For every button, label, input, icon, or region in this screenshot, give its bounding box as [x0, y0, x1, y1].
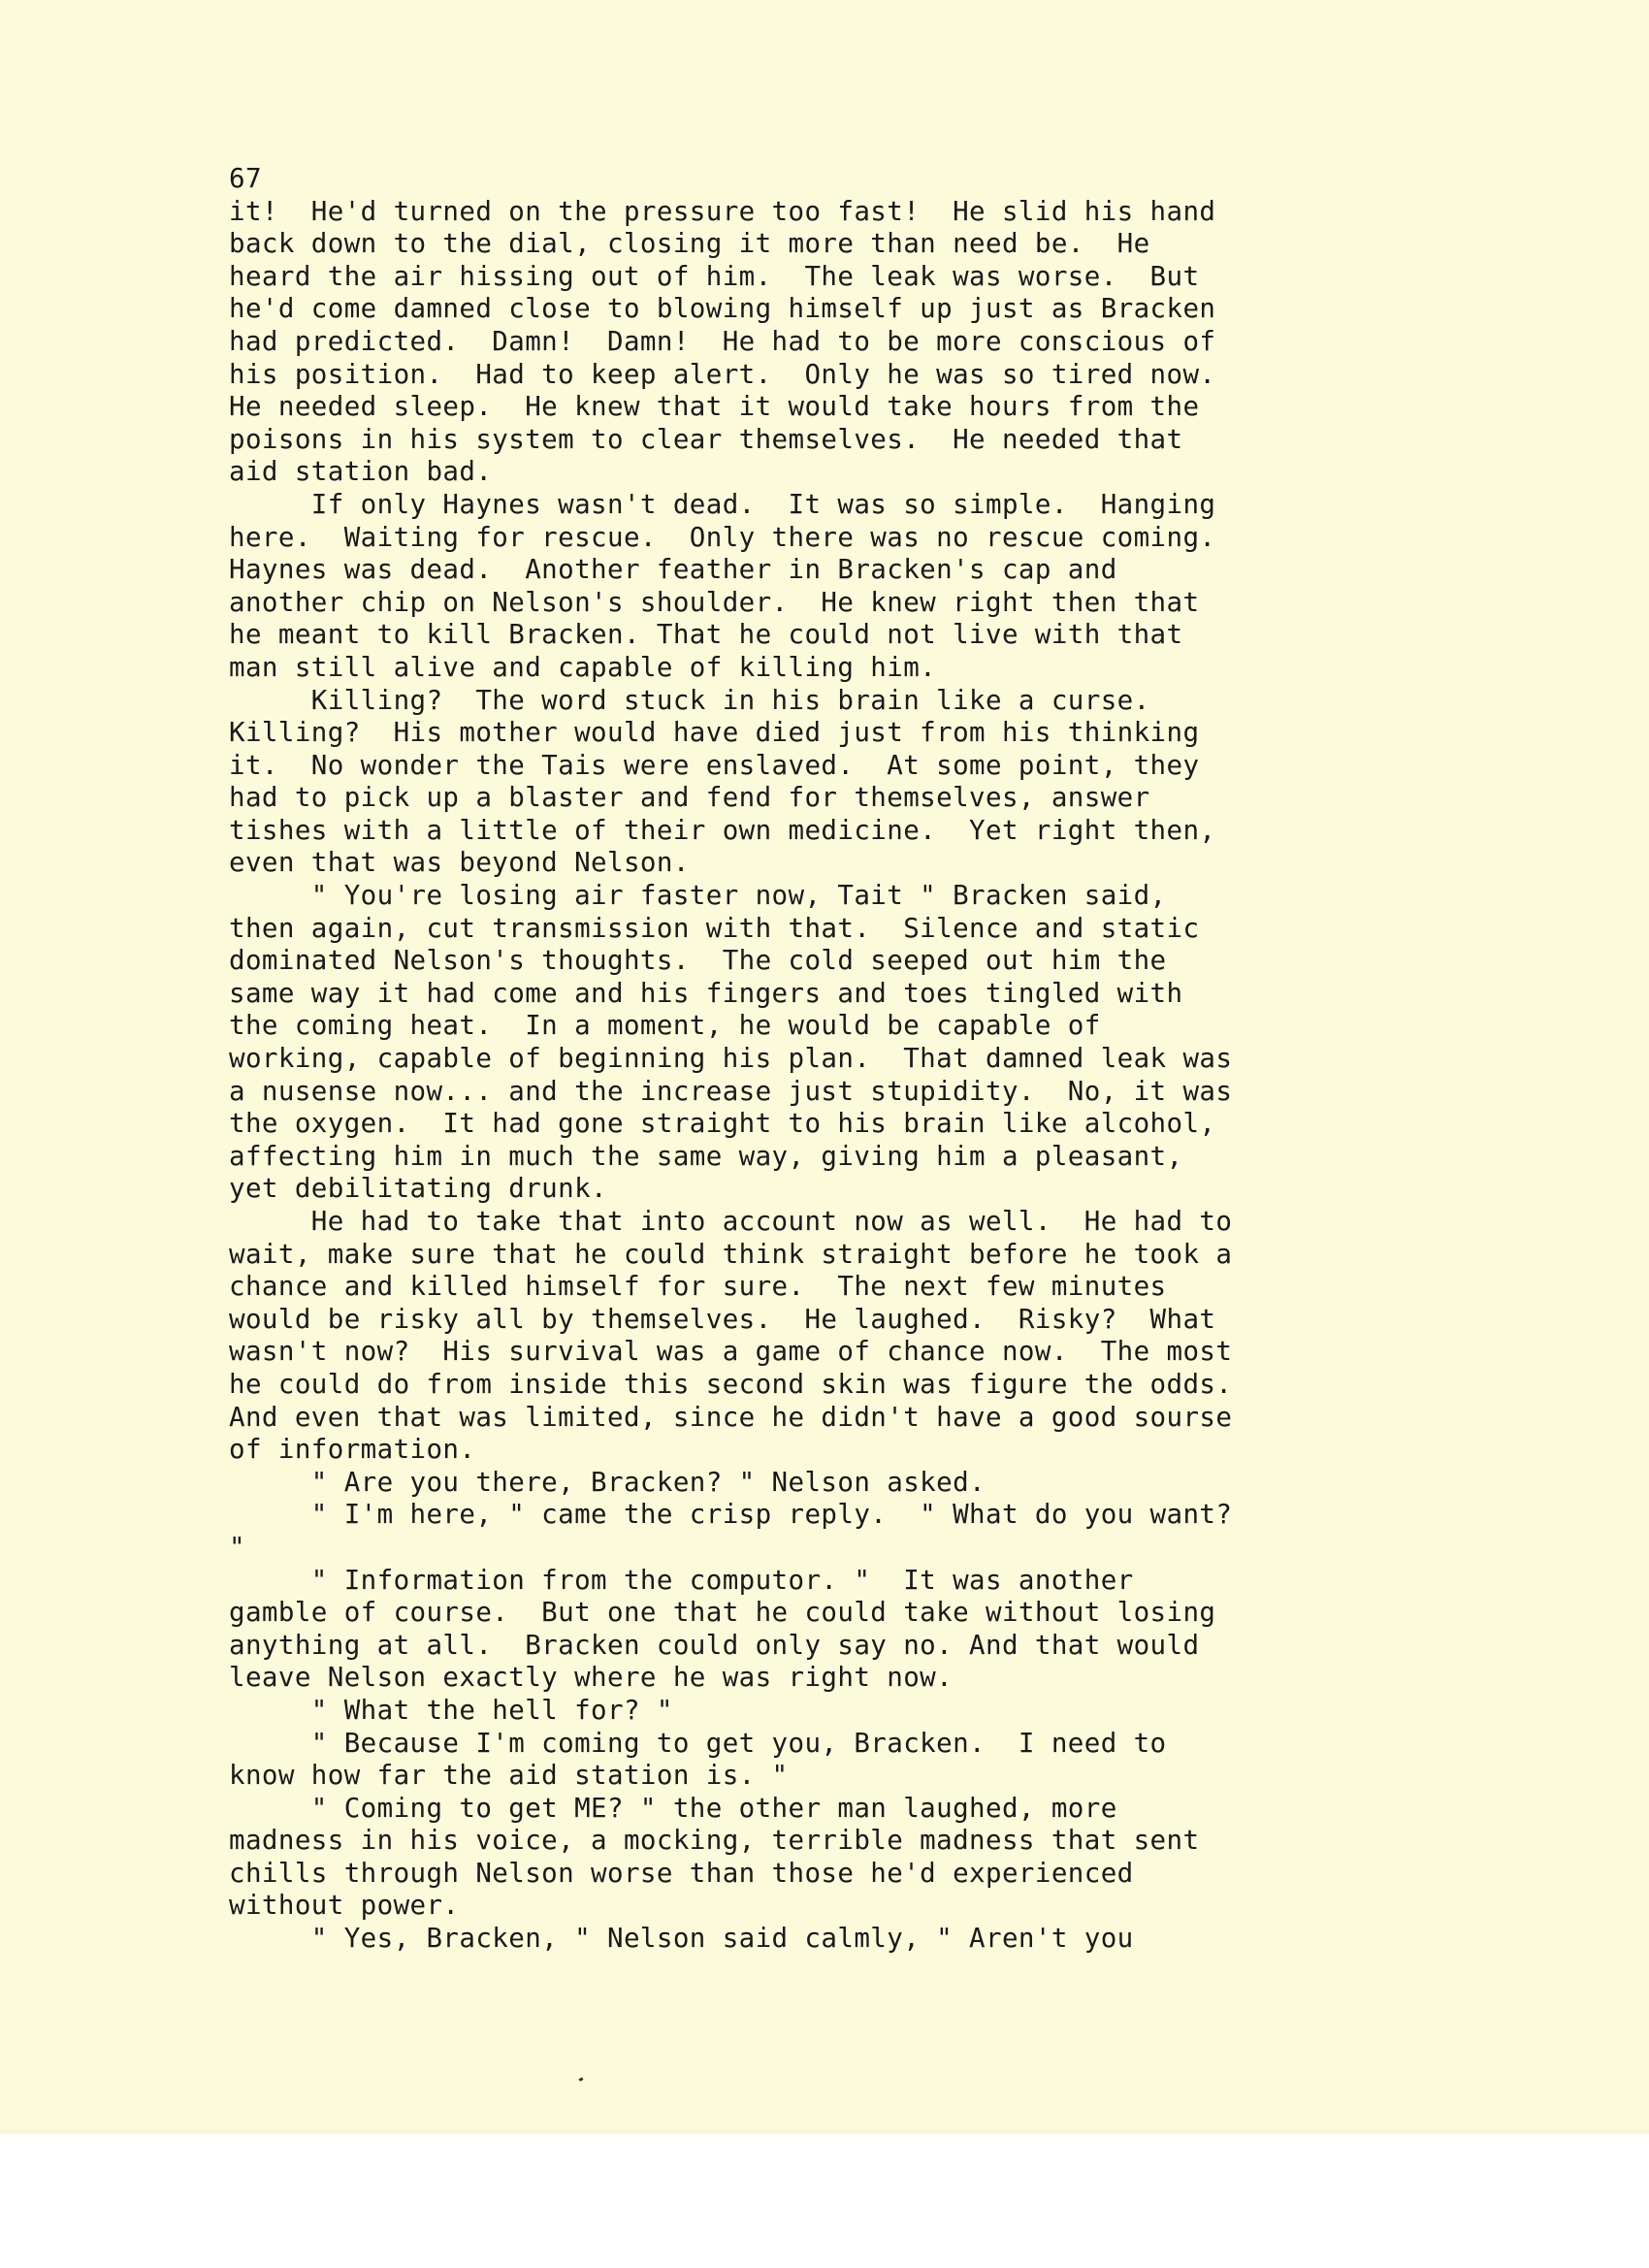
text-line: he meant to kill Bracken. That he could not live with that [229, 619, 1183, 651]
text-line: the oxygen. It had gone straight to his brain like alcohol, [229, 1108, 1216, 1140]
text-line: working, capable of beginning his plan. That damned leak was [229, 1043, 1233, 1075]
text-line: man still alive and capable of killing him. [229, 651, 937, 683]
text-line: If only Haynes wasn't dead. It was so simple. Hanging [229, 488, 1216, 520]
text-line: would be risky all by themselves. He laughed. Risky? What [229, 1303, 1216, 1335]
text-line: it! He'd turned on the pressure too fast! He slid his hand [229, 195, 1216, 227]
text-line: " You're losing air faster now, Tait " Bracken said, [229, 880, 1167, 912]
text-line: here. Waiting for rescue. Only there was no rescue coming. [229, 521, 1216, 553]
text-line: know how far the aid station is. " [229, 1760, 789, 1792]
text-line: yet debilitating drunk. [229, 1173, 607, 1205]
text-line: chance and killed himself for sure. The next few minutes [229, 1271, 1167, 1303]
text-line: aid station bad. [229, 456, 493, 488]
text-line: " [229, 1531, 245, 1563]
text-line: leave Nelson exactly where he was right now. [229, 1662, 954, 1694]
text-line: Killing? The word stuck in his brain like a curse. [229, 684, 1150, 716]
text-line: " Because I'm coming to get you, Bracken. I need to [229, 1727, 1167, 1759]
page-number: 67 [229, 163, 262, 194]
text-line: He had to take that into account now as well. He had to [229, 1206, 1233, 1237]
text-line: Haynes was dead. Another feather in Bracken's cap and [229, 554, 1117, 586]
text-line: then again, cut transmission with that. Silence and static [229, 912, 1200, 944]
paper-edge [0, 2130, 1649, 2136]
text-line: And even that was limited, since he didn't have a good sourse [229, 1401, 1233, 1433]
ink-speck [579, 2077, 584, 2082]
text-line: " Yes, Bracken, " Nelson said calmly, " Aren't you [229, 1923, 1134, 1955]
text-line: even that was beyond Nelson. [229, 847, 690, 879]
text-line: " Are you there, Bracken? " Nelson asked. [229, 1466, 986, 1498]
text-line: poisons in his system to clear themselves. He needed that [229, 423, 1183, 455]
text-lines [229, 196, 1451, 1956]
text-line: of information. [229, 1434, 476, 1466]
text-line: it. No wonder the Tais were enslaved. At some point, they [229, 749, 1200, 781]
text-line: wasn't now? His survival was a game of chance now. The most [229, 1336, 1233, 1368]
text-line: the coming heat. In a moment, he would be capable of [229, 1010, 1101, 1042]
text-line: his position. Had to keep alert. Only he was so tired now. [229, 358, 1216, 390]
text-line: Killing? His mother would have died just from his thinking [229, 717, 1200, 749]
text-line: tishes with a little of their own medicine. Yet right then, [229, 814, 1216, 846]
text-line: " What the hell for? " [229, 1694, 673, 1726]
text-line: he'd come damned close to blowing himself up just as Bracken [229, 293, 1216, 325]
page-text [229, 163, 1451, 1956]
text-line: " Information from the computor. " It was another [229, 1564, 1134, 1596]
text-line: back down to the dial, closing it more than need be. He [229, 228, 1150, 260]
text-line: gamble of course. But one that he could take without losing [229, 1597, 1216, 1629]
text-line: wait, make sure that he could think straight before he took a [229, 1238, 1233, 1270]
text-line: same way it had come and his fingers and toes tingled with [229, 977, 1183, 1009]
text-line: heard the air hissing out of him. The leak was worse. But [229, 260, 1200, 292]
text-line: had predicted. Damn! Damn! He had to be more conscious of [229, 325, 1216, 357]
text-line: He needed sleep. He knew that it would take hours from the [229, 391, 1200, 423]
text-line: affecting him in much the same way, giving him a pleasant, [229, 1140, 1183, 1172]
text-line: anything at all. Bracken could only say no. And that would [229, 1629, 1200, 1661]
text-line: " I'm here, " came the crisp reply. " What do you want? [229, 1499, 1233, 1531]
text-line: madness in his voice, a mocking, terrible madness that sent [229, 1825, 1200, 1857]
text-line: chills through Nelson worse than those he'd experienced [229, 1857, 1134, 1889]
text-line: dominated Nelson's thoughts. The cold seeped out him the [229, 945, 1167, 977]
text-line: he could do from inside this second skin was figure the odds. [229, 1368, 1233, 1400]
text-line: " Coming to get ME? " the other man laughed, more [229, 1792, 1117, 1824]
text-line: had to pick up a blaster and fend for themselves, answer [229, 782, 1150, 814]
text-line: without power. [229, 1890, 460, 1922]
text-line: another chip on Nelson's shoulder. He knew right then that [229, 586, 1200, 618]
text-line: a nusense now... and the increase just stupidity. No, it was [229, 1075, 1233, 1107]
